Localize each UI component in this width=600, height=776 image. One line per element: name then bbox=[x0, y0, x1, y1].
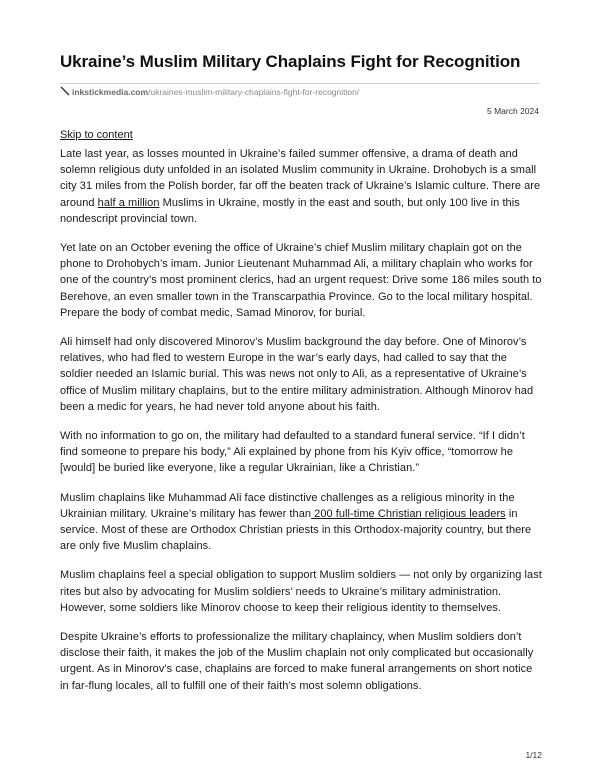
skip-to-content-link[interactable]: Skip to content bbox=[60, 129, 133, 141]
source-domain[interactable]: inkstickmedia.com bbox=[72, 87, 149, 97]
page-number: 1/12 bbox=[525, 750, 542, 760]
paragraph-4: With no information to go on, the military had defaulted to a standard funeral service. “If I didn’t find someone to prepare his body,” Ali explained by phone from his Kyiv office, “tomorrow he [would] be buried like everyone, like a regular Ukrainian, like a Christian.” bbox=[60, 430, 525, 475]
paragraph-3: Ali himself had only discovered Minorov’s Muslim background the day before. One of Minorov’s relatives, who had fled to western Europe in the war’s early days, had called to say that the soldier needed an Islamic burial. This was news not only to Ali, as a representative of Ukraine’s office of Muslim military chaplains, but to the entire military administration. Although Minorov had been a medic for years, he had never told anyone about his faith. bbox=[60, 336, 534, 413]
paragraph-7: Despite Ukraine’s efforts to professionalize the military chaplaincy, when Muslim soldiers don’t disclose their faith, it makes the job of the Muslim chaplain not only complicated but occasionally urgent. As in Minorov’s case, chaplains are forced to make funeral arrangements on short notice in far-flung locales, all to fulfill one of their faith’s most solemn obligations. bbox=[60, 631, 534, 692]
link-icon bbox=[60, 86, 70, 96]
paragraph-5-text-a: Muslim chaplains like Muhammad Ali face distinctive challenges as a religious minority in the Ukrainian military. Ukraine’s military has fewer than bbox=[60, 491, 515, 520]
half-a-million-link[interactable]: half a million bbox=[97, 196, 160, 209]
title-divider bbox=[60, 83, 540, 84]
article-title: Ukraine’s Muslim Military Chaplains Fight for Recognition bbox=[60, 52, 521, 71]
paragraph-1-text-a: Late last year, as losses mounted in Ukraine’s failed summer offensive, a drama of death and solemn religious duty unfolded in an isolated Muslim community in Ukraine. Drohobych is a small city 31 miles from the Polish border, far off the beaten track of Ukraine’s Islamic culture. There are around bbox=[60, 148, 541, 209]
paragraph-1 bbox=[60, 146, 542, 227]
paragraph-5-text-b: in service. Most of these are Orthodox Christian priests in this Orthodox-majority country, but there are only five Muslim chaplains. bbox=[60, 507, 532, 553]
christian-leaders-link[interactable]: 200 full-time Christian religious leaders bbox=[311, 507, 506, 520]
paragraph-2: Yet late on an October evening the office of Ukraine’s chief Muslim military chaplain got on the phone to Drohobych’s imam. Junior Lieutenant Muhammad Ali, a military chaplain who works for one of the country’s most prominent clerics, had an urgent request: Drive some 186 miles south to Berehove, an even smaller town in the Transcarpathia Province. Go to the local military hospital. Prepare the body of combat medic, Samad Minorov, for burial. bbox=[60, 242, 542, 319]
paragraph-1-text-b: Muslims in Ukraine, mostly in the east and south, but only 100 live in this nondescript provincial town. bbox=[60, 196, 520, 225]
publish-date: 5 March 2024 bbox=[487, 106, 539, 116]
paragraph-6: Muslim chaplains feel a special obligation to support Muslim soldiers — not only by organizing last rites but also by advocating for Muslim soldiers’ needs to Ukraine’s military administration. However, some soldiers like Minorov choose to keep their religious identity to themselves. bbox=[60, 569, 542, 614]
source-url[interactable] bbox=[60, 86, 359, 97]
paragraph-5 bbox=[60, 490, 542, 555]
source-path[interactable]: /ukraines-muslim-military-chaplains-fight-for-recognition/ bbox=[148, 87, 360, 97]
article-body bbox=[60, 146, 542, 707]
